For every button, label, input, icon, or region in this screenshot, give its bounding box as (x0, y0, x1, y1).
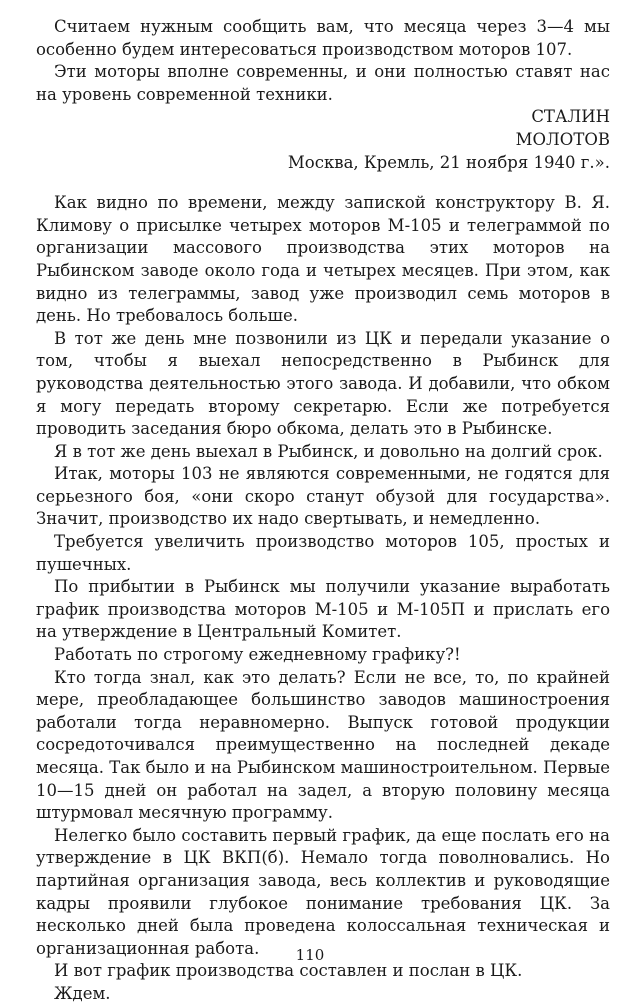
body-paragraph: Нелегко было составить первый график, да еще послать его на утверждение в ЦК ВКП(б). Немало тогда поволновались. Но партийная организация завода, весь коллектив и руководящие кадры проявили глубокое понимание требования ЦК. За несколько дней была проведена колоссальная техническая и организационная работа. (36, 825, 610, 958)
place-date: Москва, Кремль, 21 ноября 1940 г.». (287, 152, 610, 172)
telegram-paragraph: Считаем нужным сообщить вам, что месяца через 3—4 мы особенно будем интересоваться производством моторов 107. (36, 17, 610, 59)
signature: СТАЛИН (531, 107, 610, 127)
body-paragraph: Требуется увеличить производство моторов 105, простых и пушечных. (36, 532, 610, 574)
spacer (36, 174, 610, 192)
signature: МОЛОТОВ (515, 129, 610, 149)
body-paragraph: Я в тот же день выехал в Рыбинск, и довольно на долгий срок. (54, 441, 603, 461)
page-number: 110 (295, 946, 325, 964)
body-paragraph: Ждем. (54, 983, 111, 1003)
body-paragraph: В тот же день мне позвонили из ЦК и передали указание о том, чтобы я выехал непосредственно в Рыбинск для руководства деятельностью этого завода. И добавили, что обком я могу передать второму секретарю. Если же потребуется проводить заседания бюро обкома, делать это в Рыбинске. (36, 328, 610, 439)
body-paragraph: Итак, моторы 103 не являются современными, не годятся для серьезного боя, «они скоро станут обузой для государства». Значит, производство их надо свертывать, и немедленно. (36, 464, 610, 529)
body-paragraph: По прибытии в Рыбинск мы получили указание выработать график производства моторов М-105 и М-105П и прислать его на утверждение в Центральный Комитет. (36, 577, 610, 642)
telegram-paragraph: Эти моторы вполне современны, и они полностью ставят нас на уровень современной техники. (36, 62, 610, 104)
body-paragraph: Работать по строгому ежедневному графику?! (54, 645, 461, 665)
body-paragraph: Как видно по времени, между запиской конструктору В. Я. Климову о присылке четырех моторов М-105 и телеграммой по организации массового производства этих моторов на Рыбинском заводе около года и четырех месяцев. При этом, как видно из телеграммы, завод уже производил семь моторов в день. Но требовалось больше. (36, 193, 610, 326)
page-text (36, 16, 610, 1006)
body-paragraph: Кто тогда знал, как это делать? Если не все, то, по крайней мере, преобладающее большинство заводов машиностроения работали тогда неравномерно. Выпуск готовой продукции сосредоточивался преимущественно на последней декаде месяца. Так было и на Рыбинском машиностроительном. Первые 10—15 дней он работал на задел, а вторую половину месяца штурмовал месячную программу. (36, 667, 610, 823)
body-paragraph: И вот график производства составлен и послан в ЦК. (54, 961, 523, 981)
